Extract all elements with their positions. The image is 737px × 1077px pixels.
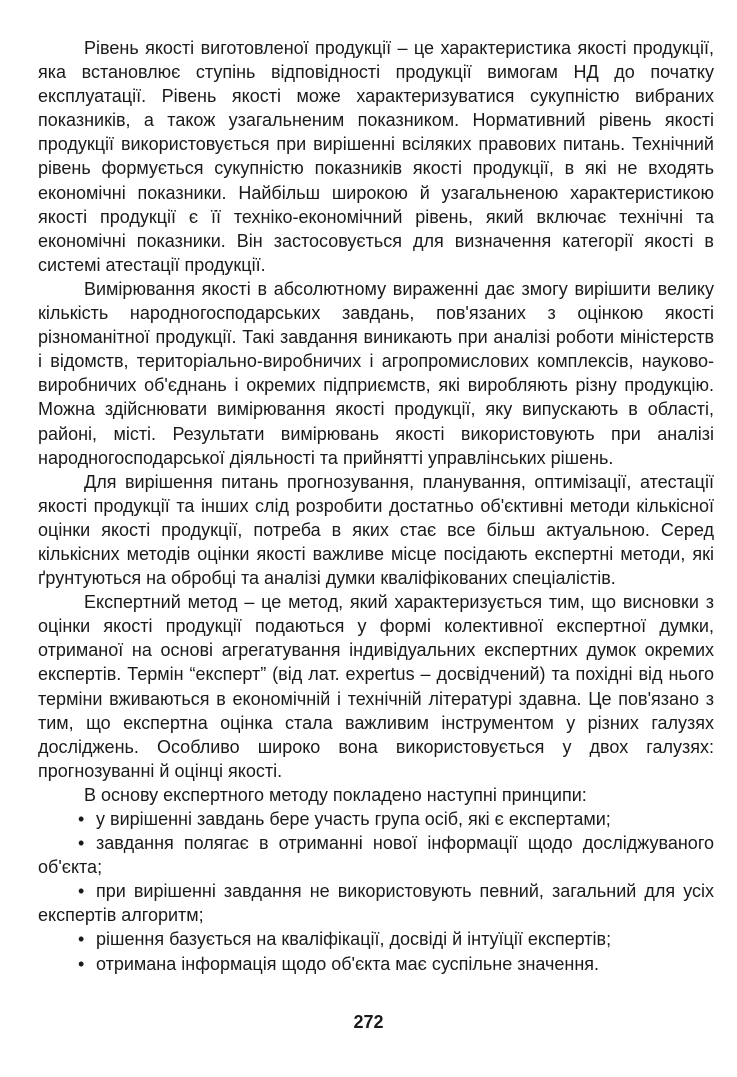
bullet-text: отримана інформація щодо об'єкта має суспільне значення. — [96, 953, 600, 974]
bullet-icon: • — [78, 953, 85, 974]
bullet-item — [38, 807, 714, 831]
paragraph: В основу експертного методу покладено наступні принципи: — [84, 784, 587, 805]
page-body — [38, 36, 714, 976]
paragraph: Для вирішення питань прогнозування, планування, оптимізації, атестації якості продукції та інших слід розробити достатньо об'єктивні методи кількісної оцінки якості продукції, потреба в яких стає все більш актуальною. Серед кількісних методів оцінки якості важливе місце посідають експертні методи, які ґрунтуються на обробці та аналізі думки кваліфікованих спеціалістів. — [38, 471, 714, 589]
bullet-item — [38, 927, 714, 951]
bullet-item — [38, 952, 714, 976]
bullet-icon: • — [78, 929, 85, 950]
bullet-item — [38, 879, 714, 927]
bullet-item — [38, 831, 714, 879]
bullet-text: у вирішенні завдань бере участь група осіб, які є експертами; — [96, 809, 611, 829]
bullet-text: завдання полягає в отриманні нової інформації щодо досліджуваного об'єкта; — [38, 833, 714, 878]
bullet-icon: • — [78, 809, 85, 829]
bullet-text: рішення базується на кваліфікації, досвіді й інтуїції експертів; — [96, 929, 612, 950]
bullet-icon: • — [78, 881, 85, 902]
page-number: 272 — [353, 1012, 384, 1032]
paragraph: Рівень якості виготовленої продукції – це характеристика якості продукції, яка встановлює ступінь відповідності продукції вимогам НД до початку експлуатації. Рівень якості може характеризуватися сукупністю вибраних показників, а також узагальненим показником. Нормативний рівень якості продукції використовується при вирішенні всіляких правових питань. Технічний рівень формується сукупністю показників якості продукції, в які не входять економічні показники. Найбільш широкою й узагальненою характеристикою якості продукції є її техніко-економічний рівень, який включає технічні та економічні показники. Він застосовується для визначення категорії якості в системі атестації продукції. — [38, 38, 714, 275]
paragraph: Вимірювання якості в абсолютному вираженні дає змогу вирішити велику кількість народногосподарських завдань, пов'язаних з оцінкою якості різноманітної продукції. Такі завдання виникають при аналізі роботи міністерств і відомств, територіально-виробничих і агропромислових комплексів, науково-виробничих об'єднань і окремих підприємств, які виробляють різну продукцію. Можна здійснювати вимірювання якості продукції, яку випускають в області, районі, місті. Результати вимірювань якості використовують при аналізі народногосподарської діяльності та прийнятті управлінських рішень. — [38, 278, 714, 468]
bullet-icon: • — [78, 833, 85, 854]
paragraph: Експертний метод – це метод, який характеризується тим, що висновки з оцінки якості продукції подаються у формі колективної експертної думки, отриманої на основі агрегатування індивідуальних експертних думок окремих експертів. Термін “експерт” (від лат. expertus – досвідчений) та похідні від нього терміни вживаються в економічній і технічній літературі здавна. Це пов'язано з тим, що експертна оцінка стала важливим інструментом у різних галузях досліджень. Особливо широко вона використовується у двох галузях: прогнозуванні й оцінці якості. — [38, 592, 714, 781]
bullet-text: при вирішенні завдання не використовують певний, загальний для усіх експертів алгоритм; — [38, 881, 714, 926]
